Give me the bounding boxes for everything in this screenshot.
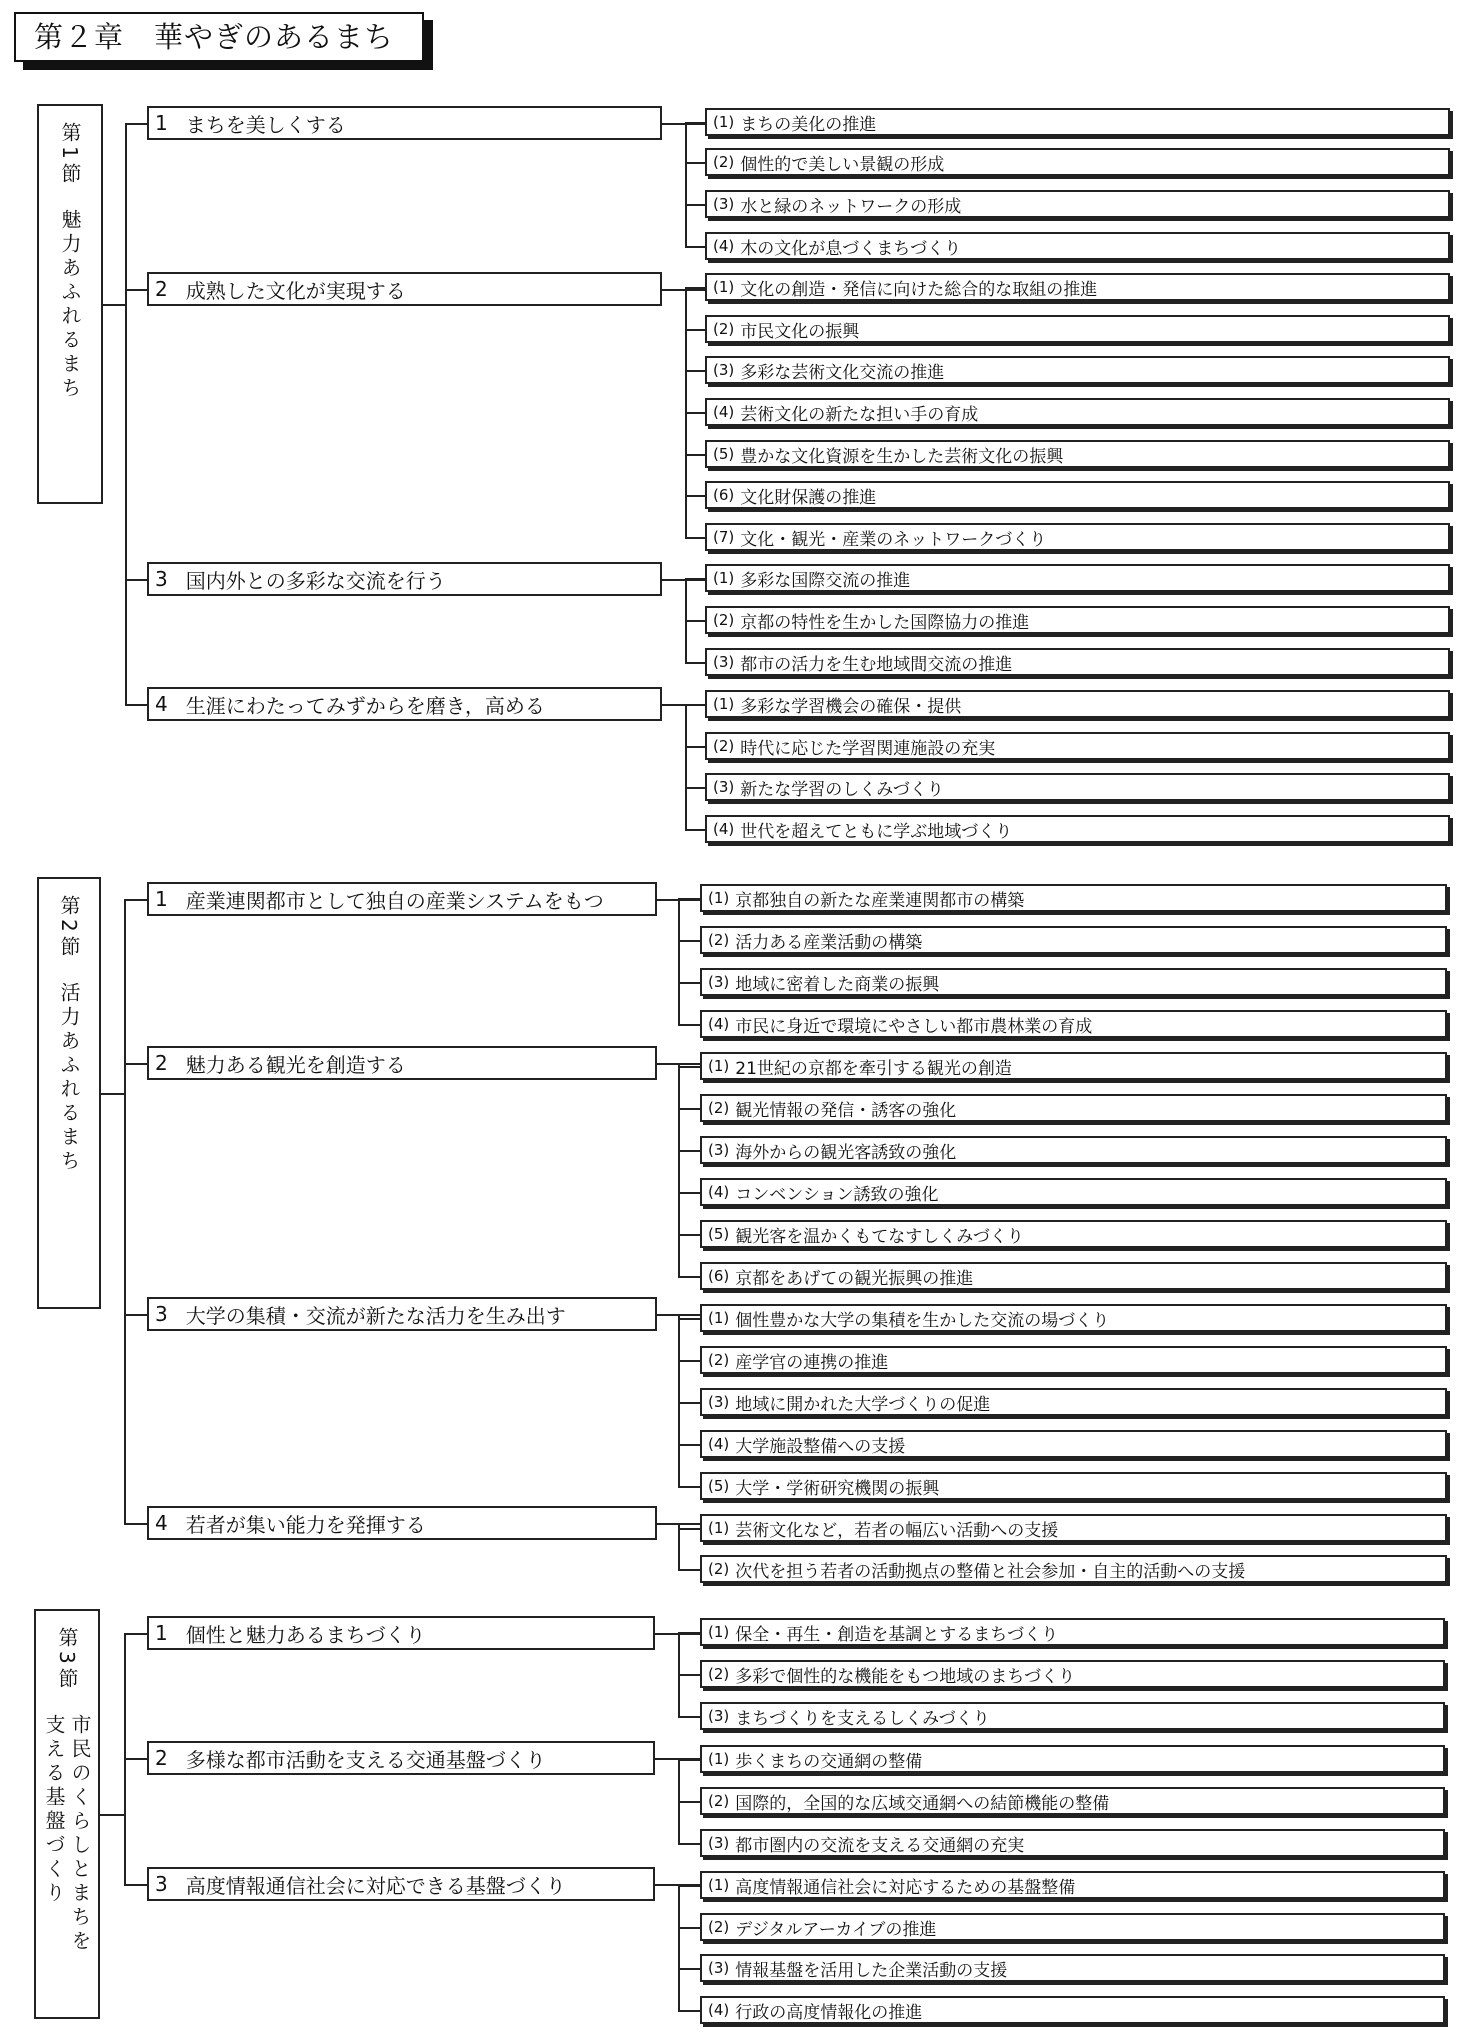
item-box (705, 398, 1450, 426)
connector (678, 1318, 700, 1320)
item-box (705, 273, 1450, 301)
connector (685, 495, 705, 497)
goal-box (147, 1867, 655, 1901)
item-label: 地域に密着した商業の振興 (735, 974, 940, 995)
section-label-box (34, 1609, 100, 2019)
item-box (700, 1136, 1447, 1164)
goal-label: 成熟した文化が実現する (185, 278, 406, 303)
item-label: コンベンション誘致の強化 (735, 1184, 939, 1205)
item-label: 保全・再生・創造を基調とするまちづくり (735, 1624, 1059, 1645)
item-box (700, 1262, 1447, 1290)
connector (678, 1066, 700, 1068)
connector (124, 1523, 147, 1525)
goal-box (147, 1297, 657, 1331)
connector (678, 1674, 700, 1676)
item-number: (1) (708, 1623, 730, 1641)
goal-label: 大学の集積・交流が新たな活力を生み出す (185, 1303, 566, 1328)
item-number: (5) (708, 1225, 730, 1243)
goal-box (147, 272, 662, 306)
goal-box (147, 1741, 655, 1775)
item-number: (5) (708, 1477, 730, 1495)
item-box (700, 1787, 1445, 1815)
item-box (705, 440, 1450, 468)
item-number: (2) (708, 1351, 730, 1369)
goal-label: 個性と魅力あるまちづくり (185, 1622, 426, 1647)
item-box (700, 1010, 1447, 1038)
item-label: 市民に身近で環境にやさしい都市農林業の育成 (735, 1016, 1093, 1037)
connector (685, 329, 705, 331)
item-number: (4) (713, 820, 735, 838)
connector (100, 1814, 124, 1816)
goal-number: 1 (155, 887, 168, 911)
connector (678, 1444, 700, 1446)
item-number: (4) (708, 2001, 730, 2019)
item-box (700, 1052, 1447, 1080)
section-title-line: 魅力あふれるまち (58, 208, 82, 401)
section-title (41, 1714, 93, 1954)
goal-label: 魅力ある観光を創造する (185, 1052, 406, 1077)
goal-label: 多様な都市活動を支える交通基盤づくり (185, 1747, 546, 1772)
item-number: (2) (708, 1560, 730, 1578)
item-label: 情報基盤を活用した企業活動の支援 (735, 1960, 1008, 1981)
item-label: 活力ある産業活動の構築 (735, 932, 923, 953)
connector (101, 1093, 124, 1095)
item-number: (1) (708, 1519, 730, 1537)
item-box (700, 1388, 1447, 1416)
item-box (700, 1829, 1445, 1857)
item-label: 大学・学術研究機関の振興 (735, 1478, 940, 1499)
item-number: (1) (713, 113, 735, 131)
item-number: (6) (713, 486, 735, 504)
item-number: (2) (708, 1665, 730, 1683)
connector (678, 1885, 700, 1887)
connector (685, 370, 705, 372)
item-number: (1) (708, 1057, 730, 1075)
connector (124, 1633, 147, 1635)
connector (678, 1192, 700, 1194)
item-label: 都市の活力を生む地域間交流の推進 (740, 654, 1013, 675)
item-box (705, 356, 1450, 384)
item-number: (2) (713, 611, 735, 629)
item-box (705, 481, 1450, 509)
item-box (700, 1514, 1447, 1542)
item-label: 観光客を温かくもてなすしくみづくり (735, 1226, 1024, 1247)
item-box (700, 1094, 1447, 1122)
item-box (705, 108, 1450, 136)
connector (678, 1360, 700, 1362)
item-number: (1) (708, 1750, 730, 1768)
section-title (57, 209, 83, 401)
goal-box (147, 687, 662, 721)
connector (124, 1884, 147, 1886)
chapter-title: 第２章 華やぎのあるまち (14, 12, 424, 62)
section-title-line: 市民のくらしとまちを (68, 1713, 92, 1954)
goal-box (147, 1046, 657, 1080)
item-label: 国際的，全国的な広域交通網への結節機能の整備 (735, 1793, 1110, 1814)
item-box (700, 884, 1447, 912)
item-box (700, 926, 1447, 954)
connector (124, 1063, 147, 1065)
connector (678, 1024, 700, 1026)
connector (678, 1314, 680, 1488)
item-label: 産学官の連携の推進 (735, 1352, 889, 1373)
item-box (700, 1996, 1445, 2024)
item-box (700, 1304, 1447, 1332)
connector (103, 304, 125, 306)
item-box (700, 1178, 1447, 1206)
item-box (705, 564, 1450, 592)
goal-number: 2 (155, 1051, 168, 1075)
item-number: (1) (713, 695, 735, 713)
connector (125, 579, 147, 581)
item-number: (2) (708, 1918, 730, 1936)
item-box (700, 1745, 1445, 1773)
connector (124, 899, 126, 1525)
connector (678, 1632, 700, 1634)
item-number: (2) (708, 931, 730, 949)
goal-number: 4 (155, 692, 168, 716)
connector (678, 1234, 700, 1236)
item-number: (2) (713, 320, 735, 338)
connector (678, 1523, 680, 1571)
item-number: (3) (708, 1959, 730, 1977)
goal-box (147, 1506, 657, 1540)
item-label: デジタルアーカイブの推進 (735, 1919, 937, 1940)
connector (678, 1843, 700, 1845)
item-number: (4) (708, 1015, 730, 1033)
section-title-line: 活力あふれるまち (57, 981, 81, 1174)
item-label: 多彩な芸術文化交流の推進 (740, 362, 945, 383)
connector (685, 620, 705, 622)
goal-label: 若者が集い能力を発揮する (185, 1512, 426, 1537)
connector (678, 1716, 700, 1718)
connector (678, 1927, 700, 1929)
item-number: (3) (708, 973, 730, 991)
item-label: 時代に応じた学習関連施設の充実 (740, 738, 996, 759)
connector (678, 898, 680, 1026)
connector (125, 704, 147, 706)
item-label: 豊かな文化資源を生かした芸術文化の振興 (740, 446, 1064, 467)
connector (678, 1486, 700, 1488)
item-label: 地域に開かれた大学づくりの促進 (735, 1394, 991, 1415)
item-label: まちづくりを支えるしくみづくり (735, 1708, 990, 1729)
item-number: (3) (713, 361, 735, 379)
item-box (700, 1555, 1447, 1583)
item-box (700, 1660, 1445, 1688)
item-label: 文化財保護の推進 (740, 487, 877, 508)
item-label: 高度情報通信社会に対応するための基盤整備 (735, 1877, 1076, 1898)
item-box (705, 815, 1450, 843)
item-number: (3) (708, 1834, 730, 1852)
goal-box (147, 106, 662, 140)
connector (685, 412, 705, 414)
item-number: (4) (708, 1435, 730, 1453)
item-label: 京都独自の新たな産業連関都市の構築 (735, 890, 1025, 911)
connector (685, 537, 705, 539)
connector (685, 704, 687, 831)
section-number: 第1節 (58, 122, 82, 187)
connector (678, 2010, 700, 2012)
item-number: (7) (713, 528, 735, 546)
item-label: 歩くまちの交通網の整備 (735, 1751, 923, 1772)
goal-box (147, 562, 662, 596)
goal-label: まちを美しくする (185, 112, 346, 137)
item-number: (2) (708, 1099, 730, 1117)
connector (124, 899, 147, 901)
item-box (700, 1913, 1445, 1941)
item-label: 芸術文化の新たな担い手の育成 (740, 404, 979, 425)
item-label: 次代を担う若者の活動拠点の整備と社会参加・自主的活動への支援 (735, 1561, 1246, 1582)
connector (685, 162, 705, 164)
connector (685, 662, 705, 664)
item-label: 京都の特性を生かした国際協力の推進 (740, 612, 1030, 633)
goal-box (147, 882, 657, 916)
item-number: (5) (713, 445, 735, 463)
item-number: (1) (708, 1309, 730, 1327)
goal-number: 2 (155, 1746, 168, 1770)
item-number: (1) (708, 889, 730, 907)
connector (678, 1759, 700, 1761)
item-label: まちの美化の推進 (740, 114, 877, 135)
connector (678, 1569, 700, 1571)
item-box (700, 1871, 1445, 1899)
connector (678, 1968, 700, 1970)
section-number: 第2節 (57, 895, 81, 960)
item-box (705, 232, 1450, 260)
item-box (705, 315, 1450, 343)
connector (685, 454, 705, 456)
goal-number: 3 (155, 567, 168, 591)
item-number: (3) (713, 195, 735, 213)
item-box (705, 690, 1450, 718)
item-box (705, 148, 1450, 176)
connector (678, 1801, 700, 1803)
connector (678, 940, 700, 942)
item-box (705, 606, 1450, 634)
item-label: 文化の創造・発信に向けた総合的な取組の推進 (740, 279, 1098, 300)
section-label-box (37, 877, 101, 1309)
item-box (705, 732, 1450, 760)
item-box (700, 1346, 1447, 1374)
item-label: 大学施設整備への支援 (735, 1436, 906, 1457)
connector (685, 787, 705, 789)
goal-number: 4 (155, 1511, 168, 1535)
item-label: 文化・観光・産業のネットワークづくり (740, 529, 1047, 550)
item-number: (1) (713, 569, 735, 587)
item-label: 市民文化の振興 (740, 321, 860, 342)
section-number: 第3節 (55, 1627, 79, 1692)
item-number: (6) (708, 1267, 730, 1285)
item-number: (4) (713, 403, 735, 421)
connector (678, 1276, 700, 1278)
goal-number: 3 (155, 1872, 168, 1896)
item-label: 多彩な国際交流の推進 (740, 570, 911, 591)
item-number: (1) (708, 1876, 730, 1894)
section-title-line: 支える基盤づくり (42, 1713, 66, 1906)
item-number: (2) (713, 153, 735, 171)
connector (685, 829, 705, 831)
goal-number: 1 (155, 111, 168, 135)
item-number: (2) (713, 737, 735, 755)
item-box (705, 190, 1450, 218)
connector (685, 122, 705, 124)
item-box (700, 1220, 1447, 1248)
connector (125, 289, 147, 291)
connector (124, 1314, 147, 1316)
connector (685, 122, 687, 248)
item-label: 多彩で個性的な機能をもつ地域のまちづくり (735, 1666, 1076, 1687)
connector (685, 246, 705, 248)
goal-label: 国内外との多彩な交流を行う (185, 568, 446, 593)
goal-label: 生涯にわたってみずからを磨き，高める (185, 693, 545, 718)
connector (685, 287, 705, 289)
connector (125, 123, 147, 125)
item-label: 行政の高度情報化の推進 (735, 2002, 923, 2023)
item-box (705, 773, 1450, 801)
item-label: 芸術文化など，若者の幅広い活動への支援 (735, 1520, 1059, 1541)
item-box (700, 1472, 1447, 1500)
connector (678, 1884, 680, 2012)
item-box (700, 1954, 1445, 1982)
item-label: 木の文化が息づくまちづくり (740, 238, 962, 259)
item-label: 水と緑のネットワークの形成 (740, 196, 962, 217)
section-label-box (37, 104, 103, 504)
item-number: (2) (708, 1792, 730, 1810)
connector (124, 1758, 147, 1760)
connector (685, 204, 705, 206)
goal-number: 3 (155, 1302, 168, 1326)
item-label: 都市圏内の交流を支える交通網の充実 (735, 1835, 1025, 1856)
item-number: (4) (713, 237, 735, 255)
connector (678, 1150, 700, 1152)
item-number: (4) (708, 1183, 730, 1201)
connector (125, 123, 127, 706)
item-label: 新たな学習のしくみづくり (740, 779, 944, 800)
item-box (705, 648, 1450, 676)
item-number: (3) (708, 1393, 730, 1411)
goal-label: 高度情報通信社会に対応できる基盤づくり (185, 1873, 566, 1898)
item-number: (1) (713, 278, 735, 296)
goal-box (147, 1616, 655, 1650)
goal-number: 2 (155, 277, 168, 301)
item-number: (3) (713, 653, 735, 671)
connector (685, 578, 705, 580)
item-number: (3) (708, 1141, 730, 1159)
item-label: 多彩な学習機会の確保・提供 (740, 696, 962, 717)
goal-label: 産業連関都市として独自の産業システムをもつ (185, 888, 604, 913)
connector (662, 289, 705, 291)
connector (678, 1528, 700, 1530)
item-box (700, 1702, 1445, 1730)
item-label: 京都をあげての観光振興の推進 (735, 1268, 974, 1289)
goal-number: 1 (155, 1621, 168, 1645)
connector (685, 704, 705, 706)
item-box (700, 1430, 1447, 1458)
item-label: 世代を超えてともに学ぶ地域づくり (740, 821, 1013, 842)
item-box (705, 523, 1450, 551)
connector (678, 1108, 700, 1110)
item-label: 個性豊かな大学の集積を生かした交流の場づくり (735, 1310, 1110, 1331)
item-label: 21世紀の京都を牽引する観光の創造 (735, 1058, 1012, 1079)
item-label: 個性的で美しい景観の形成 (740, 154, 945, 175)
connector (678, 1063, 680, 1278)
section-title (56, 982, 82, 1174)
connector (678, 898, 700, 900)
connector (685, 746, 705, 748)
item-box (700, 968, 1447, 996)
connector (678, 1402, 700, 1404)
item-number: (3) (713, 778, 735, 796)
item-label: 海外からの観光客誘致の強化 (735, 1142, 957, 1163)
connector (678, 982, 700, 984)
item-number: (3) (708, 1707, 730, 1725)
item-label: 観光情報の発信・誘客の強化 (735, 1100, 957, 1121)
item-box (700, 1618, 1445, 1646)
